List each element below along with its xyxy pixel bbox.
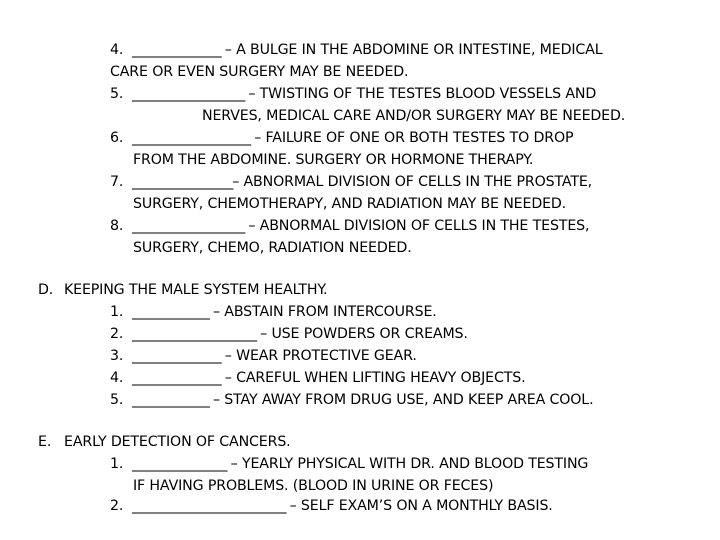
- item-number: 4.: [110, 370, 124, 386]
- item-continuation: SURGERY, CHEMO, RADIATION NEEDED.: [133, 240, 412, 256]
- list-item: [110, 368, 525, 388]
- answer-blank: _______________: [132, 348, 221, 364]
- list-item: [110, 84, 596, 104]
- item-text: – YEARLY PHYSICAL WITH DR. AND BLOOD TESTING: [226, 456, 589, 472]
- answer-blank: ___________________: [132, 218, 244, 234]
- list-item: [110, 40, 602, 60]
- item-number: 6.: [110, 130, 124, 146]
- section-heading: [38, 432, 291, 452]
- item-number: 5.: [110, 86, 124, 102]
- list-item: [110, 216, 589, 236]
- answer-blank: _______________: [132, 370, 221, 386]
- item-text: – FAILURE OF ONE OR BOTH TESTES TO DROP: [249, 130, 574, 146]
- item-text: – TWISTING OF THE TESTES BLOOD VESSELS AND: [243, 86, 597, 102]
- item-text: – SELF EXAM’S ON A MONTHLY BASIS.: [285, 498, 553, 514]
- item-continuation: CARE OR EVEN SURGERY MAY BE NEEDED.: [110, 64, 409, 80]
- answer-blank: _________________: [132, 174, 233, 190]
- item-text: – ABNORMAL DIVISION OF CELLS IN THE TESTES,: [243, 218, 590, 234]
- answer-blank: ________________: [132, 456, 227, 472]
- answer-blank: _____________________: [132, 326, 256, 342]
- answer-blank: _____________: [132, 304, 209, 320]
- answer-blank: __________________________: [132, 498, 286, 514]
- item-number: 1.: [110, 304, 124, 320]
- item-text: – WEAR PROTECTIVE GEAR.: [220, 348, 417, 364]
- item-continuation: IF HAVING PROBLEMS. (BLOOD IN URINE OR FECES): [133, 478, 494, 494]
- item-text: – A BULGE IN THE ABDOMINE OR INTESTINE, MEDICAL: [220, 42, 603, 58]
- item-number: 2.: [110, 326, 124, 342]
- list-item: [110, 302, 437, 322]
- answer-blank: ___________________: [132, 86, 244, 102]
- list-item: [110, 390, 593, 410]
- item-number: 4.: [110, 42, 124, 58]
- item-number: 1.: [110, 456, 124, 472]
- list-item: [110, 172, 592, 192]
- item-text: – USE POWDERS OR CREAMS.: [255, 326, 468, 342]
- item-number: 5.: [110, 392, 124, 408]
- item-text: – STAY AWAY FROM DRUG USE, AND KEEP AREA COOL.: [208, 392, 594, 408]
- item-text: – ABSTAIN FROM INTERCOURSE.: [208, 304, 437, 320]
- item-number: 7.: [110, 174, 124, 190]
- section-letter: D.: [38, 282, 54, 298]
- item-continuation: SURGERY, CHEMOTHERAPY, AND RADIATION MAY BE NEEDED.: [133, 196, 567, 212]
- section-title: EARLY DETECTION OF CANCERS.: [64, 434, 291, 450]
- list-item: [110, 324, 468, 344]
- item-number: 3.: [110, 348, 124, 364]
- section-heading: [38, 280, 327, 300]
- item-number: 2.: [110, 498, 124, 514]
- section-title: KEEPING THE MALE SYSTEM HEALTHY.: [64, 282, 328, 298]
- list-item: [110, 346, 417, 366]
- item-continuation: FROM THE ABDOMINE. SURGERY OR HORMONE THERAPY.: [133, 152, 534, 168]
- section-letter: E.: [38, 434, 52, 450]
- answer-blank: ____________________: [132, 130, 250, 146]
- item-number: 8.: [110, 218, 124, 234]
- answer-blank: _____________: [132, 392, 209, 408]
- list-item: [110, 496, 553, 516]
- answer-blank: _______________: [132, 42, 221, 58]
- item-text: – CAREFUL WHEN LIFTING HEAVY OBJECTS.: [220, 370, 526, 386]
- item-text: – ABNORMAL DIVISION OF CELLS IN THE PROSTATE,: [232, 174, 593, 190]
- list-item: [110, 128, 573, 148]
- item-continuation: NERVES, MEDICAL CARE AND/OR SURGERY MAY BE NEEDED.: [202, 108, 626, 124]
- list-item: [110, 454, 588, 474]
